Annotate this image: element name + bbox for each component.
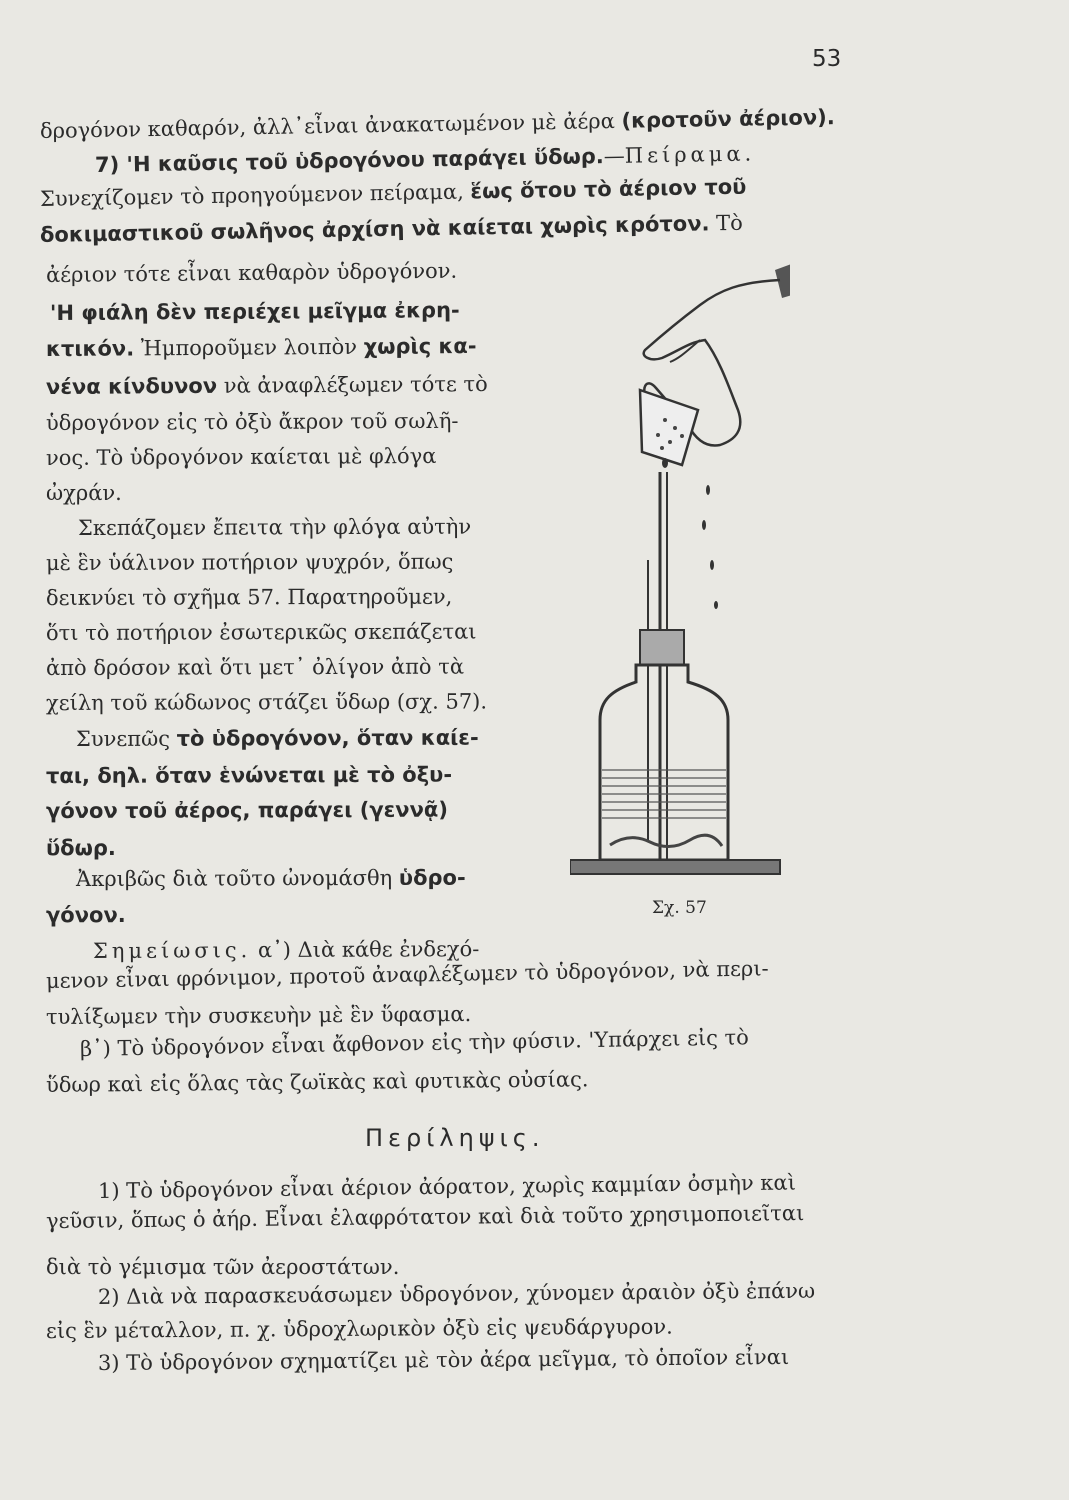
bold-text: 7) 'Η καῦσις τοῦ ὑδρογόνου παράγει ὕδωρ. (94, 144, 605, 177)
bold-text: 'Η φιάλη δὲν περιέχει μεῖγμα ἐκρη- (49, 298, 460, 325)
text-span: τυλίξωμεν τὴν συσκευὴν μὲ ἓν ὕφασμα. (45, 1002, 472, 1029)
text-line (46, 797, 448, 824)
text-line (46, 584, 452, 611)
bold-text: τὸ ὑδρογόνον, ὅταν καίε- (176, 725, 479, 751)
text-span: δρογόνον καθαρόν, ἀλλ᾿εἶναι ἀνακατωμένον μὲ ἀέρα (39, 108, 622, 143)
text-span: νὰ ἀναφλέξωμεν τότε τὸ (217, 371, 488, 398)
text-line (95, 140, 756, 178)
text-line (76, 725, 479, 752)
text-line (93, 936, 479, 964)
text-line (46, 835, 116, 861)
text-line (46, 371, 488, 400)
text-span: 3) Τὸ ὑδρογόνον σχηματίζει μὲ τὸν ἀέρα μεῖγμα, τὸ ὁποῖον εἶναι (97, 1344, 790, 1375)
text-line (46, 443, 437, 471)
text-line (80, 1024, 749, 1062)
text-span: Συνεπῶς (75, 726, 177, 751)
figure-57-apparatus (570, 250, 790, 890)
text-line (46, 762, 452, 789)
text-line (40, 174, 747, 212)
text-line (46, 618, 477, 646)
text-span: Ἀκριβῶς διὰ τοῦτο ὠνομάσθη (75, 865, 399, 891)
bold-text: ἕως ὅτου τὸ ἀέριον τοῦ (470, 174, 747, 204)
text-line (46, 902, 126, 928)
text-span: δεικνύει τὸ σχῆμα 57. Παρατηροῦμεν, (45, 584, 453, 610)
text-span: β᾿) Τὸ ὑδρογόνον εἶναι ἄφθονον εἰς τὴν φύσιν. 'Υπάρχει εἰς τὸ (79, 1025, 750, 1061)
text-line (98, 1278, 815, 1310)
text-span: — (603, 143, 626, 169)
bold-text: γόνον. (46, 903, 126, 927)
text-span: εἰς ἓν μέταλλον, π. χ. ὑδροχλωρικὸν ὀξὺ εἰς ψευδάργυρον. (45, 1314, 673, 1343)
bold-text: κτικόν. (45, 336, 135, 361)
text-line (98, 1344, 789, 1376)
text-line (46, 1200, 805, 1234)
cork (640, 630, 684, 665)
text-span: Συνεχίζομεν τὸ προηγούμενον πείραμα, (39, 179, 471, 211)
bold-text: δοκιμαστικοῦ σωλῆνος ἀρχίση νὰ καίεται χωρὶς κρότον. (39, 211, 710, 247)
text-span: Πείραμα. (624, 141, 756, 168)
text-span: ὅτι τὸ ποτήριον ἐσωτερικῶς σκεπάζεται (45, 619, 477, 645)
text-line (46, 1254, 399, 1280)
figure-caption: Σχ. 57 (652, 898, 707, 918)
text-span: ἀέριον τότε εἶναι καθαρὸν ὑδρογόνον. (45, 258, 458, 287)
bottle (600, 665, 728, 860)
text-line (76, 865, 466, 892)
bold-text: χωρὶς κα- (363, 333, 477, 359)
sleeve-cuff (775, 258, 790, 298)
text-line (50, 297, 460, 326)
text-span: Ἠμποροῦμεν λοιπὸν (134, 334, 364, 361)
text-line (46, 549, 453, 576)
text-span: μενον εἶναι φρόνιμον, προτοῦ ἀναφλέξωμεν τὸ ὑδρογόνον, νὰ περι- (45, 956, 769, 993)
text-line (46, 480, 122, 506)
text-line (46, 688, 487, 716)
text-line (46, 333, 477, 362)
base-plate (570, 860, 780, 874)
text-line (40, 210, 743, 248)
text-line (40, 104, 835, 144)
bold-text: νένα κίνδυνον (45, 373, 218, 399)
text-span: 2) Διὰ νὰ παρασκευάσωμεν ὑδρογόνον, χύνομεν ἀραιὸν ὀξὺ ἐπάνω (97, 1278, 816, 1309)
bold-text: ὕδωρ. (46, 836, 116, 860)
text-line (46, 1001, 471, 1030)
text-span: ἀπὸ δρόσον καὶ ὅτι μετ᾿ ὀλίγον ἀπὸ τὰ (45, 654, 465, 680)
text-line (78, 514, 471, 541)
text-span: χείλη τοῦ κώδωνος στάζει ὕδωρ (σχ. 57). (45, 689, 488, 715)
bold-text: ὑδρο- (398, 865, 466, 890)
liquid-level (602, 770, 726, 818)
text-span: ὠχράν. (46, 481, 122, 505)
page-number: 53 (812, 46, 842, 72)
bold-text: γόνον τοῦ ἀέρος, παράγει (γεννᾷ) (45, 797, 448, 823)
text-span: Σκεπάζομεν ἔπειτα τὴν φλόγα αὐτὴν (77, 514, 472, 540)
text-span: 1) Τὸ ὑδρογόνον εἶναι ἀέριον ἀόρατον, χωρὶς καμμίαν ὀσμὴν καὶ (97, 1170, 797, 1203)
bold-text: ται, δηλ. ὅταν ἑνώνεται μὲ τὸ ὀξυ- (45, 762, 453, 788)
text-line (46, 1066, 589, 1098)
text-span: Τὸ (709, 210, 744, 236)
text-span: ὑδρογόνον εἰς τὸ ὀξὺ ἄκρον τοῦ σωλῆ- (45, 408, 459, 435)
text-span: νος. Τὸ ὑδρογόνον καίεται μὲ φλόγα (45, 443, 437, 470)
bold-text: (κροτοῦν ἀέριον). (621, 105, 835, 133)
text-span: Σημείωσις. (92, 938, 252, 963)
text-span: ὕδωρ καὶ εἰς ὅλας τὰς ζωϊκὰς καὶ φυτικὰς οὐσίας. (45, 1067, 589, 1097)
text-span: α᾿) Διὰ κάθε ἐνδεχό- (251, 936, 480, 963)
text-line (46, 258, 457, 288)
text-line (98, 1169, 796, 1204)
glass-beaker (640, 390, 698, 465)
text-line (46, 654, 464, 681)
text-span: γεῦσιν, ὅπως ὁ ἀήρ. Εἶναι ἐλαφρότατον καὶ διὰ τοῦτο χρησιμοποιεῖται (45, 1201, 805, 1233)
water-drops (662, 458, 718, 609)
summary-heading: Περίληψις. (365, 1124, 545, 1152)
text-span: διὰ τὸ γέμισμα τῶν ἀεροστάτων. (46, 1255, 400, 1279)
text-line (46, 1314, 673, 1344)
text-line (46, 408, 459, 436)
text-span: μὲ ἓν ὑάλινον ποτήριον ψυχρόν, ὅπως (45, 549, 454, 575)
